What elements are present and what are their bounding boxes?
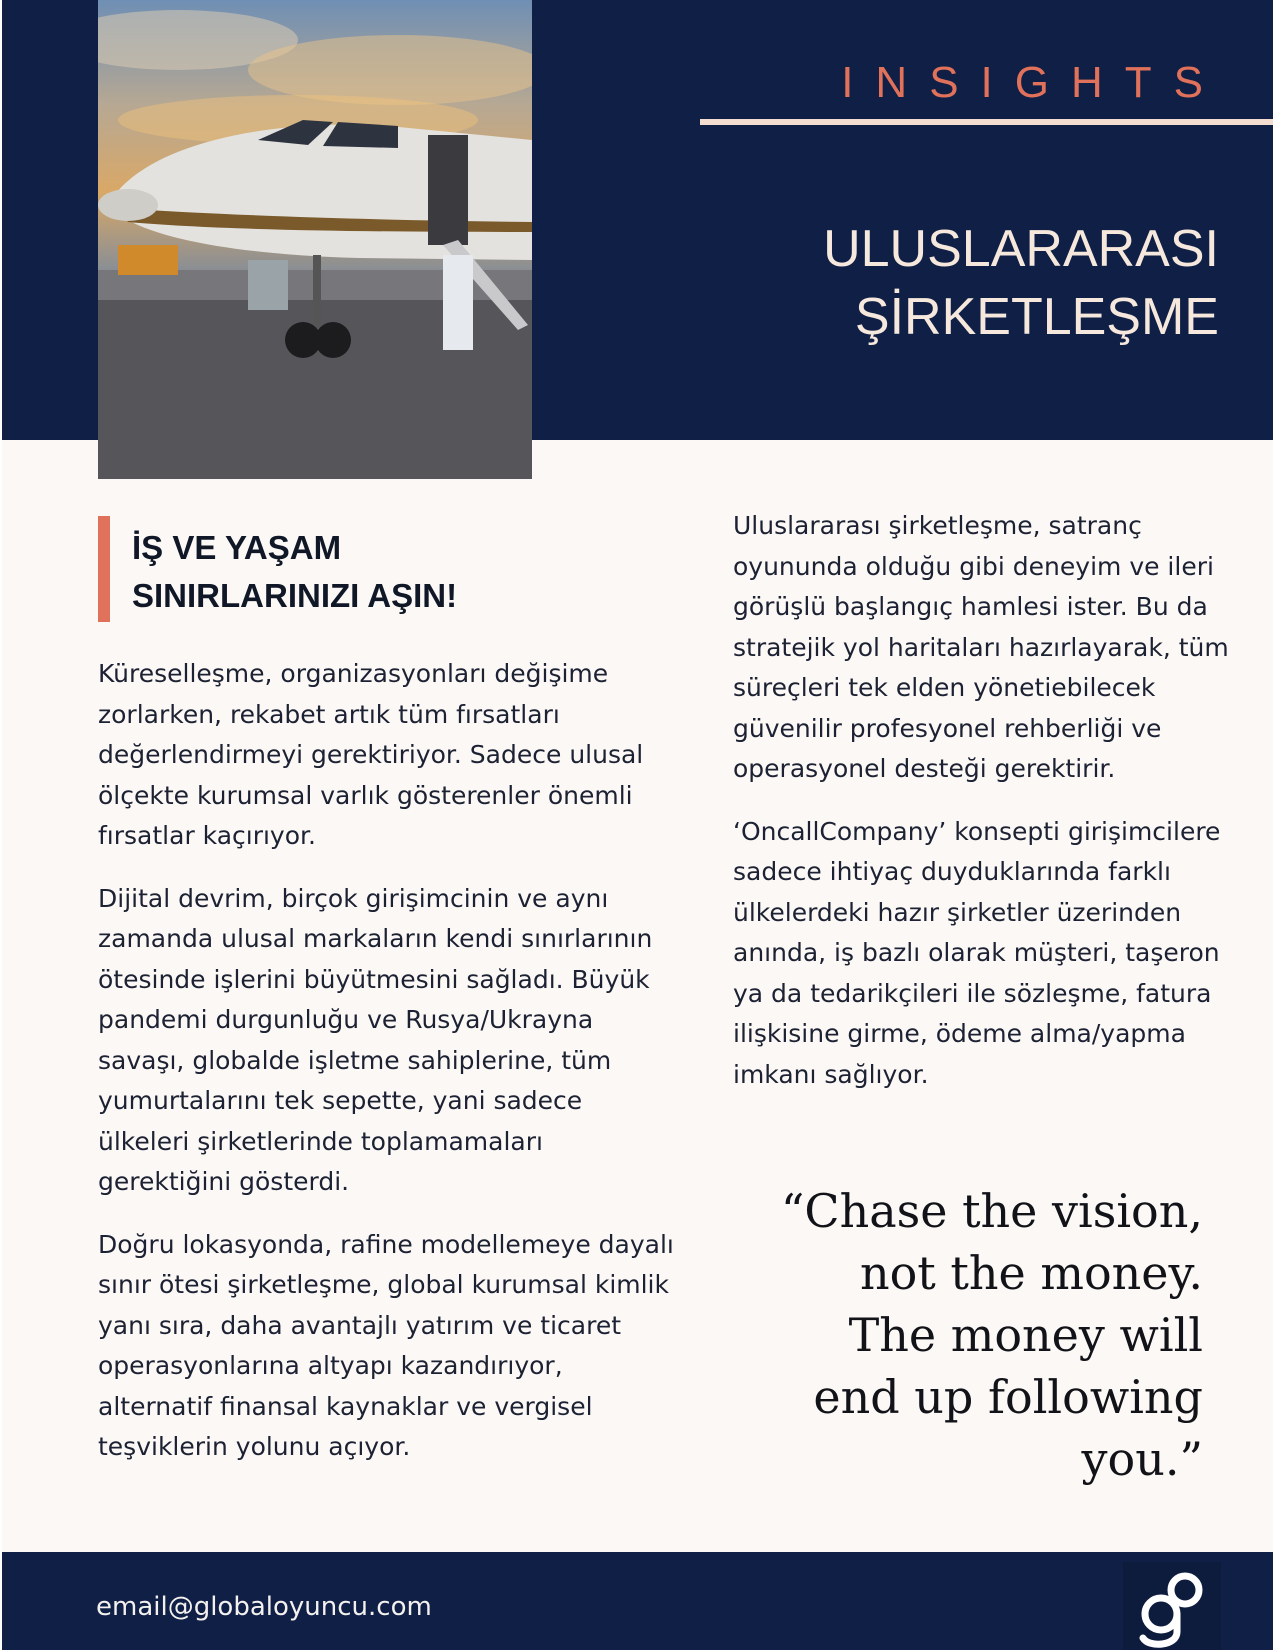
paragraph: ‘OncallCompany’ konsepti girişimcilere sadece ihtiyaç duyduklarında farklı ülkelerdeki hazır şirketler üzerinden anında, iş bazlı olarak müşteri, taşeron ya da tedarikçileri ile sözleşme, fatura ilişkisine girme, ödeme alma/yapma imkanı sağlıyor. [733, 816, 1221, 1089]
header-divider [700, 119, 1273, 125]
subheading [98, 516, 678, 620]
left-column [98, 516, 678, 1490]
insights-kicker: INSIGHTS [841, 58, 1225, 107]
contact-email[interactable]: email@globaloyuncu.com [96, 1592, 432, 1622]
paragraph: Dijital devrim, birçok girişimcinin ve aynı zamanda ulusal markaların kendi sınırlarının ötesinde işlerini büyütmesini sağladı. Büyük pandemi durgunluğu ve Rusya/Ukrayna savaşı, globalde işletme sahiplerine, tüm yumurtalarını tek sepette, yani sadece ülkeleri şirketlerinde toplamamaları gerektiğini gösterdi. [98, 883, 653, 1196]
page-title [699, 215, 1219, 351]
page-title-line-2: ŞİRKETLEŞME [854, 288, 1219, 346]
accent-bar [98, 516, 110, 622]
page-title-line-1: ULUSLARARASI [823, 220, 1219, 278]
paragraph: Uluslararası şirketleşme, satranç oyununda olduğu gibi deneyim ve ileri görüşlü başlangıç hamlesi ister. Bu da stratejik yol haritaları hazırlayarak, tüm süreçleri tek elden yönetiebilecek güvenilir profesyonel rehberliği ve operasyonel desteği gerektirir. [733, 511, 1229, 783]
paragraph: Doğru lokasyonda, rafine modellemeye dayalı sınır ötesi şirketleşme, global kurumsal kimlik yanı sıra, daha avantajlı yatırım ve ticaret operasyonlarına altyapı kazandırıyor, alternatif finansal kaynaklar ve vergisel teşviklerin yolunu açıyor. [98, 1229, 674, 1461]
go-monogram-logo [1123, 1562, 1221, 1650]
pull-quote: “Chase the vision, not the money. The money will end up following you.” [780, 1184, 1203, 1486]
page [2, 0, 1273, 1650]
paragraph: Küreselleşme, organizasyonları değişime zorlarken, rekabet artık tüm fırsatları değerlendirmeyi gerektiriyor. Sadece ulusal ölçekte kurumsal varlık gösterenler önemli fırsatlar kaçırıyor. [98, 659, 644, 850]
hero-photo [98, 0, 532, 479]
subheading-line-2: SINIRLARINIZI AŞIN! [132, 577, 458, 614]
right-column [733, 506, 1233, 1117]
private-jet-icon [98, 0, 532, 479]
footer [2, 1552, 1273, 1650]
subheading-line-1: İŞ VE YAŞAM [132, 529, 342, 566]
